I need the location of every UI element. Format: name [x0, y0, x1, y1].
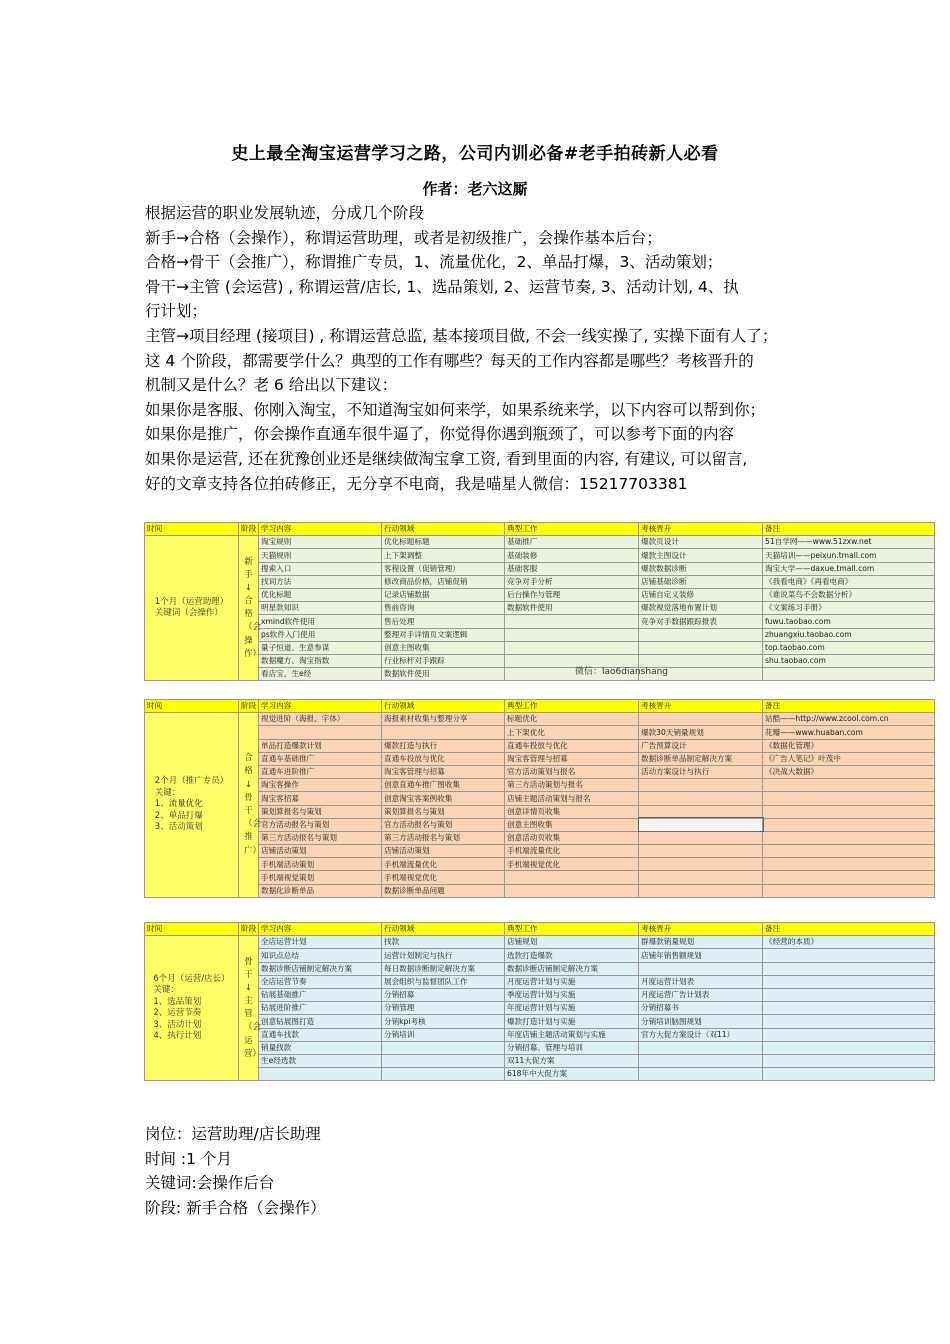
table-row	[145, 936, 935, 949]
time-line: 关键：	[153, 985, 179, 996]
table-cell: 数据魔方、淘宝指数	[259, 654, 382, 667]
table-cell: 店铺主题活动策划与报名	[505, 792, 639, 805]
table-cell: 活动方案设计与执行	[639, 765, 763, 778]
stage-cell: 骨干↓主管（会运营）	[239, 936, 259, 1081]
table-cell	[639, 1041, 763, 1054]
table-cell	[505, 667, 669, 681]
table-row	[145, 1028, 935, 1041]
info-line: 关键词:会操作后台	[145, 1174, 275, 1193]
table-row	[145, 792, 935, 805]
table-header-cell: 学习内容	[259, 523, 382, 536]
table-cell: 分销招募、管理与培训	[505, 1041, 639, 1054]
table-cell: 数据诊断店铺制定解决方案	[259, 962, 382, 975]
table-cell: ps软件入门使用	[259, 628, 382, 641]
table-cell: 钻展基础推广	[259, 988, 382, 1001]
table-cell: 爆款视觉落地布置计划	[639, 602, 763, 615]
table-cell: 海报素材收集与整理分享	[382, 713, 505, 726]
table-cell: 第三方活动报名与策划	[259, 831, 382, 844]
table-cell	[639, 845, 763, 858]
time-line: 1、选品策划	[153, 996, 202, 1007]
table-row	[145, 831, 935, 844]
table-cell	[505, 615, 639, 628]
time-text	[155, 776, 228, 833]
table-cell: 运营计划制定与执行	[382, 949, 505, 962]
table-cell: 天猫规则	[259, 549, 382, 562]
intro-line: 好的文章支持各位拍砖修正，无分享不电商，我是喵星人微信：15217703381	[145, 474, 688, 493]
table-header-cell: 典型工作	[505, 923, 639, 936]
table-header-cell: 行动领域	[382, 700, 505, 713]
table-cell	[639, 962, 763, 975]
table-cell: shu.taobao.com	[763, 654, 935, 667]
table-row	[145, 726, 935, 739]
table-row	[145, 668, 935, 681]
table-cell: 分销kpi考核	[382, 1015, 505, 1028]
table-cell	[763, 949, 935, 962]
table-cell	[763, 884, 935, 897]
table-cell: 季度运营计划与实施	[505, 988, 639, 1001]
table-cell	[763, 1015, 935, 1028]
table-cell	[763, 845, 935, 858]
table-cell	[639, 654, 763, 667]
table-cell: 数据诊断单品问题	[382, 884, 505, 897]
table-cell: 找词方法	[259, 575, 382, 588]
stage-cell: 合格↓骨干（会推广）	[239, 713, 259, 898]
table-cell	[639, 884, 763, 897]
table-row	[145, 1068, 935, 1081]
table-cell: 创意主图收集	[505, 818, 639, 831]
table-cell: 《广告人笔记》叶茂中	[763, 752, 935, 765]
table-cell: 手机端视觉优化	[505, 858, 639, 871]
table-cell: 《谁说菜鸟不会数据分析》	[763, 588, 935, 601]
table-cell: 优化标题	[259, 588, 382, 601]
info-line: 阶段: 新手合格（会操作）	[145, 1198, 326, 1217]
time-line: 2个月（推广专员）	[154, 776, 229, 787]
table-cell: 分销管理	[382, 1002, 505, 1015]
table-cell: 生e经选款	[259, 1054, 382, 1067]
table-cell: 店铺自定义装修	[639, 588, 763, 601]
intro-line: 主管→项目经理 (接项目) , 称谓运营总监, 基本接项目做, 不会一线实操了, 实操下面有人了；	[145, 326, 778, 345]
intro-line: 合格→骨干（会推广），称谓推广专员，1、流量优化，2、单品打爆，3、活动策划；	[145, 253, 723, 272]
time-line: 6个月（运营/店长）	[153, 973, 230, 984]
table-cell: 店铺活动策划	[382, 845, 505, 858]
table-cell: 年度店铺主题活动策划与实施	[505, 1028, 639, 1041]
table-header-cell: 学习内容	[259, 700, 382, 713]
table-cell: 分销培训	[382, 1028, 505, 1041]
time-line: 3、活动计划	[153, 1019, 202, 1030]
table-cell: 手机端活动策划	[259, 858, 382, 871]
table-cell: 数据诊断店铺制定解决方案	[505, 962, 639, 975]
table-cell: 后台操作与管理	[505, 588, 639, 601]
table-cell: 爆款30天销量规划	[639, 726, 763, 739]
wechat-watermark: 微信：lao6dianshang	[575, 667, 669, 678]
table-cell: fuwu.taobao.com	[763, 615, 935, 628]
table-cell: 创意直通车推广图收集	[382, 779, 505, 792]
table-cell: 知识点总结	[259, 949, 382, 962]
table-cell: 直通车投放与优化	[505, 739, 639, 752]
table-row	[145, 713, 935, 726]
table-cell: 淘宝规则	[259, 536, 382, 549]
table-cell: 每日数据诊断制定解决方案	[382, 962, 505, 975]
table-cell	[505, 884, 639, 897]
table-cell: 售前咨询	[382, 602, 505, 615]
table-cell	[763, 792, 935, 805]
table-cell	[639, 1054, 763, 1067]
table-cell: 618年中大促方案	[505, 1068, 639, 1081]
table-cell: 明星款知识	[259, 602, 382, 615]
time-line: 1、流量优化	[154, 799, 203, 810]
table-cell	[763, 962, 935, 975]
table-cell: 修改商品价格，店铺促销	[382, 575, 505, 588]
table-header-cell: 备注	[763, 700, 935, 713]
table-cell: 爆款主图设计	[639, 549, 763, 562]
time-cell	[145, 536, 239, 681]
table-cell: 数据化诊断单品	[259, 884, 382, 897]
table-cell: 展会组织与监督团队工作	[382, 975, 505, 988]
time-cell	[145, 713, 239, 898]
intro-paragraph	[145, 201, 815, 496]
table-cell: 整理对手详情页文案逻辑	[382, 628, 505, 641]
table-cell: 年度运营计划与实施	[505, 1002, 639, 1015]
table-cell: 花瓣——www.huaban.com	[763, 726, 935, 739]
table-header-cell: 备注	[763, 523, 935, 536]
table-cell	[763, 805, 935, 818]
table-cell: 第三方活动策划与报名	[505, 779, 639, 792]
table-cell: 淘宝大学——daxue.tmall.com	[763, 562, 935, 575]
intro-line: 如果你是客服、你刚入淘宝，不知道淘宝如何来学，如果系统来学，以下内容可以帮到你；	[145, 400, 766, 419]
table-cell	[763, 818, 935, 831]
table-header-cell: 学习内容	[259, 923, 382, 936]
intro-line: 如果你是推广，你会操作直通车很牛逼了，你觉得你遇到瓶颈了，可以参考下面的内容	[145, 425, 735, 444]
table-cell: 找款	[382, 936, 505, 949]
table-header-cell: 行动领域	[382, 923, 505, 936]
table-cell: 店铺规划	[505, 936, 639, 949]
table-row	[145, 562, 935, 575]
table-cell: 策划算报名与策划	[259, 805, 382, 818]
table-cell: 全店运营节奏	[259, 975, 382, 988]
table-cell: 手机端视觉优化	[382, 871, 505, 884]
table-cell: 上下架调整	[382, 549, 505, 562]
table-row	[145, 975, 935, 988]
table-cell: 第三方活动报名与策划	[382, 831, 505, 844]
time-line: 1个月（运营助理）	[154, 596, 229, 607]
table-cell	[505, 641, 639, 654]
table-row	[145, 779, 935, 792]
table-cell: 创意活动页收集	[505, 831, 639, 844]
table-cell: 创意详情页收集	[505, 805, 639, 818]
table-cell: 《经营的本质》	[763, 936, 935, 949]
document-title: 史上最全淘宝运营学习之路，公司内训必备#老手拍砖新人必看	[231, 144, 719, 164]
table-cell	[639, 871, 763, 884]
table-row	[145, 988, 935, 1001]
table-cell: 官方活动策划与报名	[505, 765, 639, 778]
table-cell: 双11大促方案	[505, 1054, 639, 1067]
table-header-cell: 阶段	[239, 700, 259, 713]
table-cell: 上下架优化	[505, 726, 639, 739]
table-cell: 月度运营计划表	[639, 975, 763, 988]
table-row	[145, 845, 935, 858]
table-cell: 直通车进阶推广	[259, 765, 382, 778]
table-cell	[763, 1054, 935, 1067]
table-cell	[505, 654, 639, 667]
table-cell	[763, 668, 935, 681]
table-row	[145, 628, 935, 641]
table-header-cell: 行动领域	[382, 523, 505, 536]
table-cell: 《我看电商》《再看电商》	[763, 575, 935, 588]
intro-line: 骨干→主管 (会运营) , 称谓运营/店长, 1、选品策划, 2、运营节奏, 3、活动计划, 4、执	[145, 277, 739, 296]
table-cell: 官方活动报名与策划	[382, 818, 505, 831]
table-row	[145, 962, 935, 975]
table-cell	[763, 871, 935, 884]
table-cell: 看店宝、生e经	[259, 668, 382, 681]
table-cell: 创意淘宝客案例收集	[382, 792, 505, 805]
time-text	[155, 597, 228, 620]
table-cell	[639, 641, 763, 654]
table-cell: 竞争对手数据跟踪报表	[639, 615, 763, 628]
table-cell	[382, 1068, 505, 1081]
table-cell	[763, 1041, 935, 1054]
stage-table-promotion	[144, 699, 935, 898]
table-cell: 销量找款	[259, 1041, 382, 1054]
table-cell	[639, 713, 763, 726]
table-cell: 标题优化	[505, 713, 639, 726]
table-row	[145, 739, 935, 752]
info-line: 时间 :1 个月	[145, 1149, 232, 1168]
table-cell	[505, 628, 639, 641]
table-cell	[639, 792, 763, 805]
table-cell	[763, 1028, 935, 1041]
table-cell: 客程设置（促销管理）	[382, 562, 505, 575]
table-cell	[639, 858, 763, 871]
table-header-cell: 典型工作	[505, 700, 639, 713]
table-cell: top.taobao.com	[763, 641, 935, 654]
table-cell: 基础装修	[505, 549, 639, 562]
time-line: 关键词（会操作）	[154, 608, 223, 619]
table-cell: 《文案练习手册》	[763, 602, 935, 615]
table-cell: 视觉进阶（海报、字体）	[259, 713, 382, 726]
intro-line: 如果你是运营, 还在犹豫创业还是继续做淘宝拿工资, 看到里面的内容, 有建议, 可以留言,	[145, 449, 748, 468]
table-cell: 全店运营计划	[259, 936, 382, 949]
table-header-row	[145, 700, 935, 713]
table-cell: 店铺年销售额规划	[639, 949, 763, 962]
table-row	[145, 1041, 935, 1054]
intro-line: 根据运营的职业发展轨迹，分成几个阶段	[145, 204, 425, 222]
table-cell: 广告预算设计	[639, 739, 763, 752]
table-cell	[382, 1054, 505, 1067]
table-cell: 爆款数据诊断	[639, 562, 763, 575]
table-cell	[639, 831, 763, 844]
table-row	[145, 858, 935, 871]
table-header-row	[145, 923, 935, 936]
table-header-cell: 考核晋升	[639, 523, 763, 536]
table-cell: 创意主图收集	[382, 641, 505, 654]
table-cell: 行业标杆对手跟踪	[382, 654, 505, 667]
table-cell: 分销培训脑图规划	[639, 1015, 763, 1028]
intro-line: 这 4 个阶段，都需要学什么？典型的工作有哪些？每天的工作内容都是哪些？考核晋升的	[145, 351, 754, 370]
table-cell: 《数据化管理》	[763, 739, 935, 752]
table-cell: 官方活动报名与策划	[259, 818, 382, 831]
table-cell: 单品打造爆款计划	[259, 739, 382, 752]
table-cell: zhuangxiu.taobao.com	[763, 628, 935, 641]
stage-table-operations	[144, 922, 935, 1081]
table-cell: 数据诊断单品制定解决方案	[639, 752, 763, 765]
table-cell: 店铺基础诊断	[639, 575, 763, 588]
table-cell: 钻展进阶推广	[259, 1002, 382, 1015]
table-cell	[639, 779, 763, 792]
table-cell	[763, 988, 935, 1001]
table-header-cell: 时间	[145, 923, 239, 936]
time-line: 关键：	[154, 787, 181, 798]
table-cell: 店铺活动策划	[259, 845, 382, 858]
table-row	[145, 1002, 935, 1015]
table-cell: 数据软件使用	[505, 602, 639, 615]
table-header-cell: 阶段	[239, 923, 259, 936]
table-cell: 直通车基础推广	[259, 752, 382, 765]
table-cell: 手机端流量优化	[382, 858, 505, 871]
table-header-cell: 备注	[763, 923, 935, 936]
table-cell: 淘宝客管理与招募	[505, 752, 639, 765]
table-cell: 手机端流量优化	[505, 845, 639, 858]
table-row	[145, 752, 935, 765]
table-row	[145, 549, 935, 562]
table-row	[145, 654, 935, 667]
table-cell	[382, 1041, 505, 1054]
table-cell	[763, 779, 935, 792]
table-cell: 数据软件使用	[382, 668, 505, 681]
table-row	[145, 818, 935, 831]
table-header-cell: 考核晋升	[639, 700, 763, 713]
table-cell: 淘宝客操作	[259, 779, 382, 792]
table-cell: 售后处理	[382, 615, 505, 628]
table-cell	[639, 628, 763, 641]
table-cell: 搜索入口	[259, 562, 382, 575]
table-row	[145, 536, 935, 549]
table-cell: 月度运营广告计划表	[639, 988, 763, 1001]
table-cell	[639, 805, 763, 818]
table-cell	[639, 818, 763, 831]
table-cell: 直通车投放与优化	[382, 752, 505, 765]
table-cell	[763, 975, 935, 988]
info-line: 岗位：运营助理/店长助理	[145, 1125, 321, 1143]
table-header-cell: 典型工作	[505, 523, 639, 536]
table-cell: 淘宝客招募	[259, 792, 382, 805]
time-text	[153, 974, 229, 1043]
table-cell: 竞争对手分析	[505, 575, 639, 588]
table-cell	[763, 1002, 935, 1015]
time-line: 2、单品打爆	[154, 810, 203, 821]
table-cell: 《决战大数据》	[763, 765, 935, 778]
table-cell	[259, 1068, 382, 1081]
table-cell: 站酷——http://www.zcool.com.cn	[763, 713, 935, 726]
table-cell: 量子恒道、生意参谋	[259, 641, 382, 654]
intro-line: 机制又是什么？老 6 给出以下建议：	[145, 376, 398, 395]
table-cell	[763, 831, 935, 844]
table-cell	[505, 871, 639, 884]
table-cell: xmind软件使用	[259, 615, 382, 628]
table-row	[145, 884, 935, 897]
table-cell: 创意钻展图打造	[259, 1015, 382, 1028]
table-header-cell: 阶段	[239, 523, 259, 536]
table-cell: 分销招募书	[639, 1002, 763, 1015]
table-cell	[763, 1068, 935, 1081]
table-row	[145, 871, 935, 884]
table-cell	[639, 1068, 763, 1081]
intro-line: 新手→合格（会操作），称谓运营助理，或者是初级推广，会操作基本后台；	[145, 228, 662, 247]
table-row	[145, 1054, 935, 1067]
stage-table-novice	[144, 522, 935, 681]
time-line: 3、活动策划	[154, 822, 203, 833]
table-cell: 51自学网——www.51zxw.net	[763, 536, 935, 549]
table-row	[145, 602, 935, 615]
table-cell: 选款打造爆款	[505, 949, 639, 962]
table-cell: 群爆款销量规划	[639, 936, 763, 949]
table-cell: 天猫培训——peixun.tmall.com	[763, 549, 935, 562]
table-row	[145, 588, 935, 601]
stage-cell: 新手↓合格（会操作）	[239, 536, 259, 681]
table-cell: 爆款打造与执行	[382, 739, 505, 752]
table-row	[145, 575, 935, 588]
position-info	[145, 1122, 326, 1220]
table-cell: 月度运营计划与实施	[505, 975, 639, 988]
table-cell: 记录店铺数据	[382, 588, 505, 601]
table-cell: 爆款打造计划与实施	[505, 1015, 639, 1028]
table-row	[145, 805, 935, 818]
table-header-cell: 时间	[145, 700, 239, 713]
table-cell	[763, 858, 935, 871]
table-row	[145, 641, 935, 654]
table-row	[145, 765, 935, 778]
table-cell: 基础推广	[505, 536, 639, 549]
table-cell	[259, 726, 382, 739]
table-cell: 直通车找款	[259, 1028, 382, 1041]
time-line: 2、运营节奏	[153, 1008, 202, 1019]
document-author: 作者：老六这厮	[422, 180, 528, 198]
table-row	[145, 615, 935, 628]
table-cell: 爆款页设计	[639, 536, 763, 549]
table-row	[145, 949, 935, 962]
table-cell: 优化标题标题	[382, 536, 505, 549]
time-line: 4、执行计划	[153, 1031, 202, 1042]
table-cell: 淘宝客管理与招募	[382, 765, 505, 778]
table-cell: 手机端视觉策划	[259, 871, 382, 884]
table-cell: 基础客服	[505, 562, 639, 575]
table-cell: 官方大促方案设计（双11）	[639, 1028, 763, 1041]
table-header-cell: 考核晋升	[639, 923, 763, 936]
table-cell	[382, 726, 505, 739]
table-row	[145, 1015, 935, 1028]
time-cell	[145, 936, 239, 1081]
table-cell: 策划算报名与策划	[382, 805, 505, 818]
table-cell: 分销招募	[382, 988, 505, 1001]
table-header-cell: 时间	[145, 523, 239, 536]
intro-line: 行计划；	[145, 302, 208, 321]
table-header-row	[145, 523, 935, 536]
